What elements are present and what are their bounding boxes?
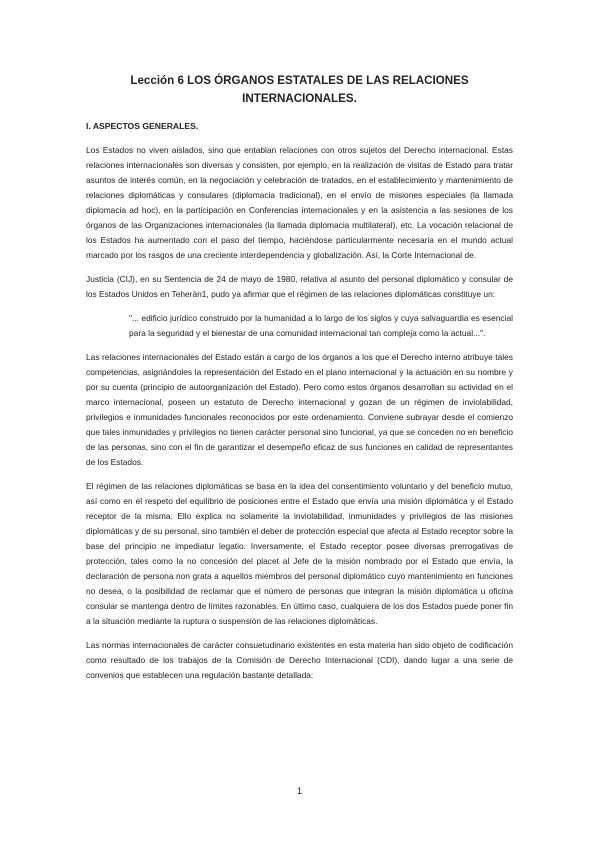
paragraph: Las normas internacionales de carácter consuetudinario existentes en esta materia han sido objeto de codificación como resultado de los trabajos de la Comisión de Derecho Internacional (CDI), dando lugar a una serie de convenios que establecen una regulación bastante detallada: (86, 640, 513, 680)
section-heading: I. ASPECTOS GENERALES. (86, 121, 199, 131)
paragraph: Las relaciones internacionales del Estado están a cargo de los órganos a los que el Derecho interno atribuye tales competencias, asignándoles la representación del Estado en el plano internacional y la actuación en su nombre y por su cuenta (principio de autoorganización del Estado). Pero como estos órganos desarrollan su actividad en el marco internacional, poseen un estatuto de Derecho internacional y gozan de un régimen de inviolabilidad, privilegios e inmunidades funcionales reconocidos por este ordenamiento. Conviene subrayar desde el comienzo que tales inmunidades y privilegios no tienen carácter personal sino funcional, ya que se conceden no en beneficio de las personas, sino con el fin de garantizar el desempeño eficaz de sus funciones en calidad de representantes de los Estados. (86, 352, 513, 467)
page-number: 1 (296, 786, 302, 796)
quote-text: "... edificio jurídico construido por la humanidad a lo largo de los siglos y cuya salvaguardia es esencial para la seguridad y el bienestar de una comunidad internacional tan compleja como la actual...". (129, 313, 513, 338)
paragraph: Justicia (CIJ), en su Sentencia de 24 de mayo de 1980, relativa al asunto del personal diplomático y consular de los Estados Unidos en Teherán1, pudo ya afirmar que el régimen de las relaciones diplomáticas constituye un: (86, 274, 513, 299)
block-quote (86, 311, 513, 341)
paragraph: El régimen de las relaciones diplomáticas se basa en la idea del consentimiento voluntario y del beneficio mutuo, así como en el respeto del equilibrio de posiciones entre el Estado que envía una misión diplomática y el Estado receptor de la misma. Ello explica no solamente la inviolabilidad, inmunidades y privilegios de las misiones diplomáticas y de su personal, sino también el deber de protección especial que afecta al Estado receptor sobre la base del principio ne impediatur legatio. Inversamente, el Estado receptor posee diversas prerrogativas de protección, tales como la no concesión del placet al Jefe de la misión nombrado por el Estado que envía, la declaración de persona non grata a aquellos miembros del personal diplomático cuyo mantenimiento en funciones no desea, o la posibilidad de reclamar que el número de personas que integran la misión diplomática u oficina consular se mantenga dentro de límites razonables. En último caso, cualquiera de los dos Estados puede poner fin a la situación mediante la ruptura o suspensión de las relaciones diplomáticas. (86, 481, 513, 626)
paragraph: Los Estados no viven aislados, sino que entablan relaciones con otros sujetos del Derecho internacional. Estas relaciones internacionales son diversas y consisten, por ejemplo, en la realización de visitas de Estado para tratar asuntos de interés común, en la negociación y celebración de tratados, en el establecimiento y mantenimiento de relaciones diplomáticas y consulares (diplomacia tradicional), en el envío de misiones especiales (la llamada diplomacia ad hoc), en la participación en Conferencias internacionales y en la asistencia a las sesiones de los órganos de las Organizaciones internacionales (la llamada diplomacia multilateral), etc. La vocación relacional de los Estados ha aumentado con el paso del tiempo, haciéndose particularmente necesaria en el mundo actual marcado por los rasgos de una creciente interdependencia y globalización. Así, la Corte Internacional de. (86, 145, 513, 260)
document-title: Lección 6 LOS ÓRGANOS ESTATALES DE LAS RELACIONES INTERNACIONALES. (130, 74, 469, 105)
